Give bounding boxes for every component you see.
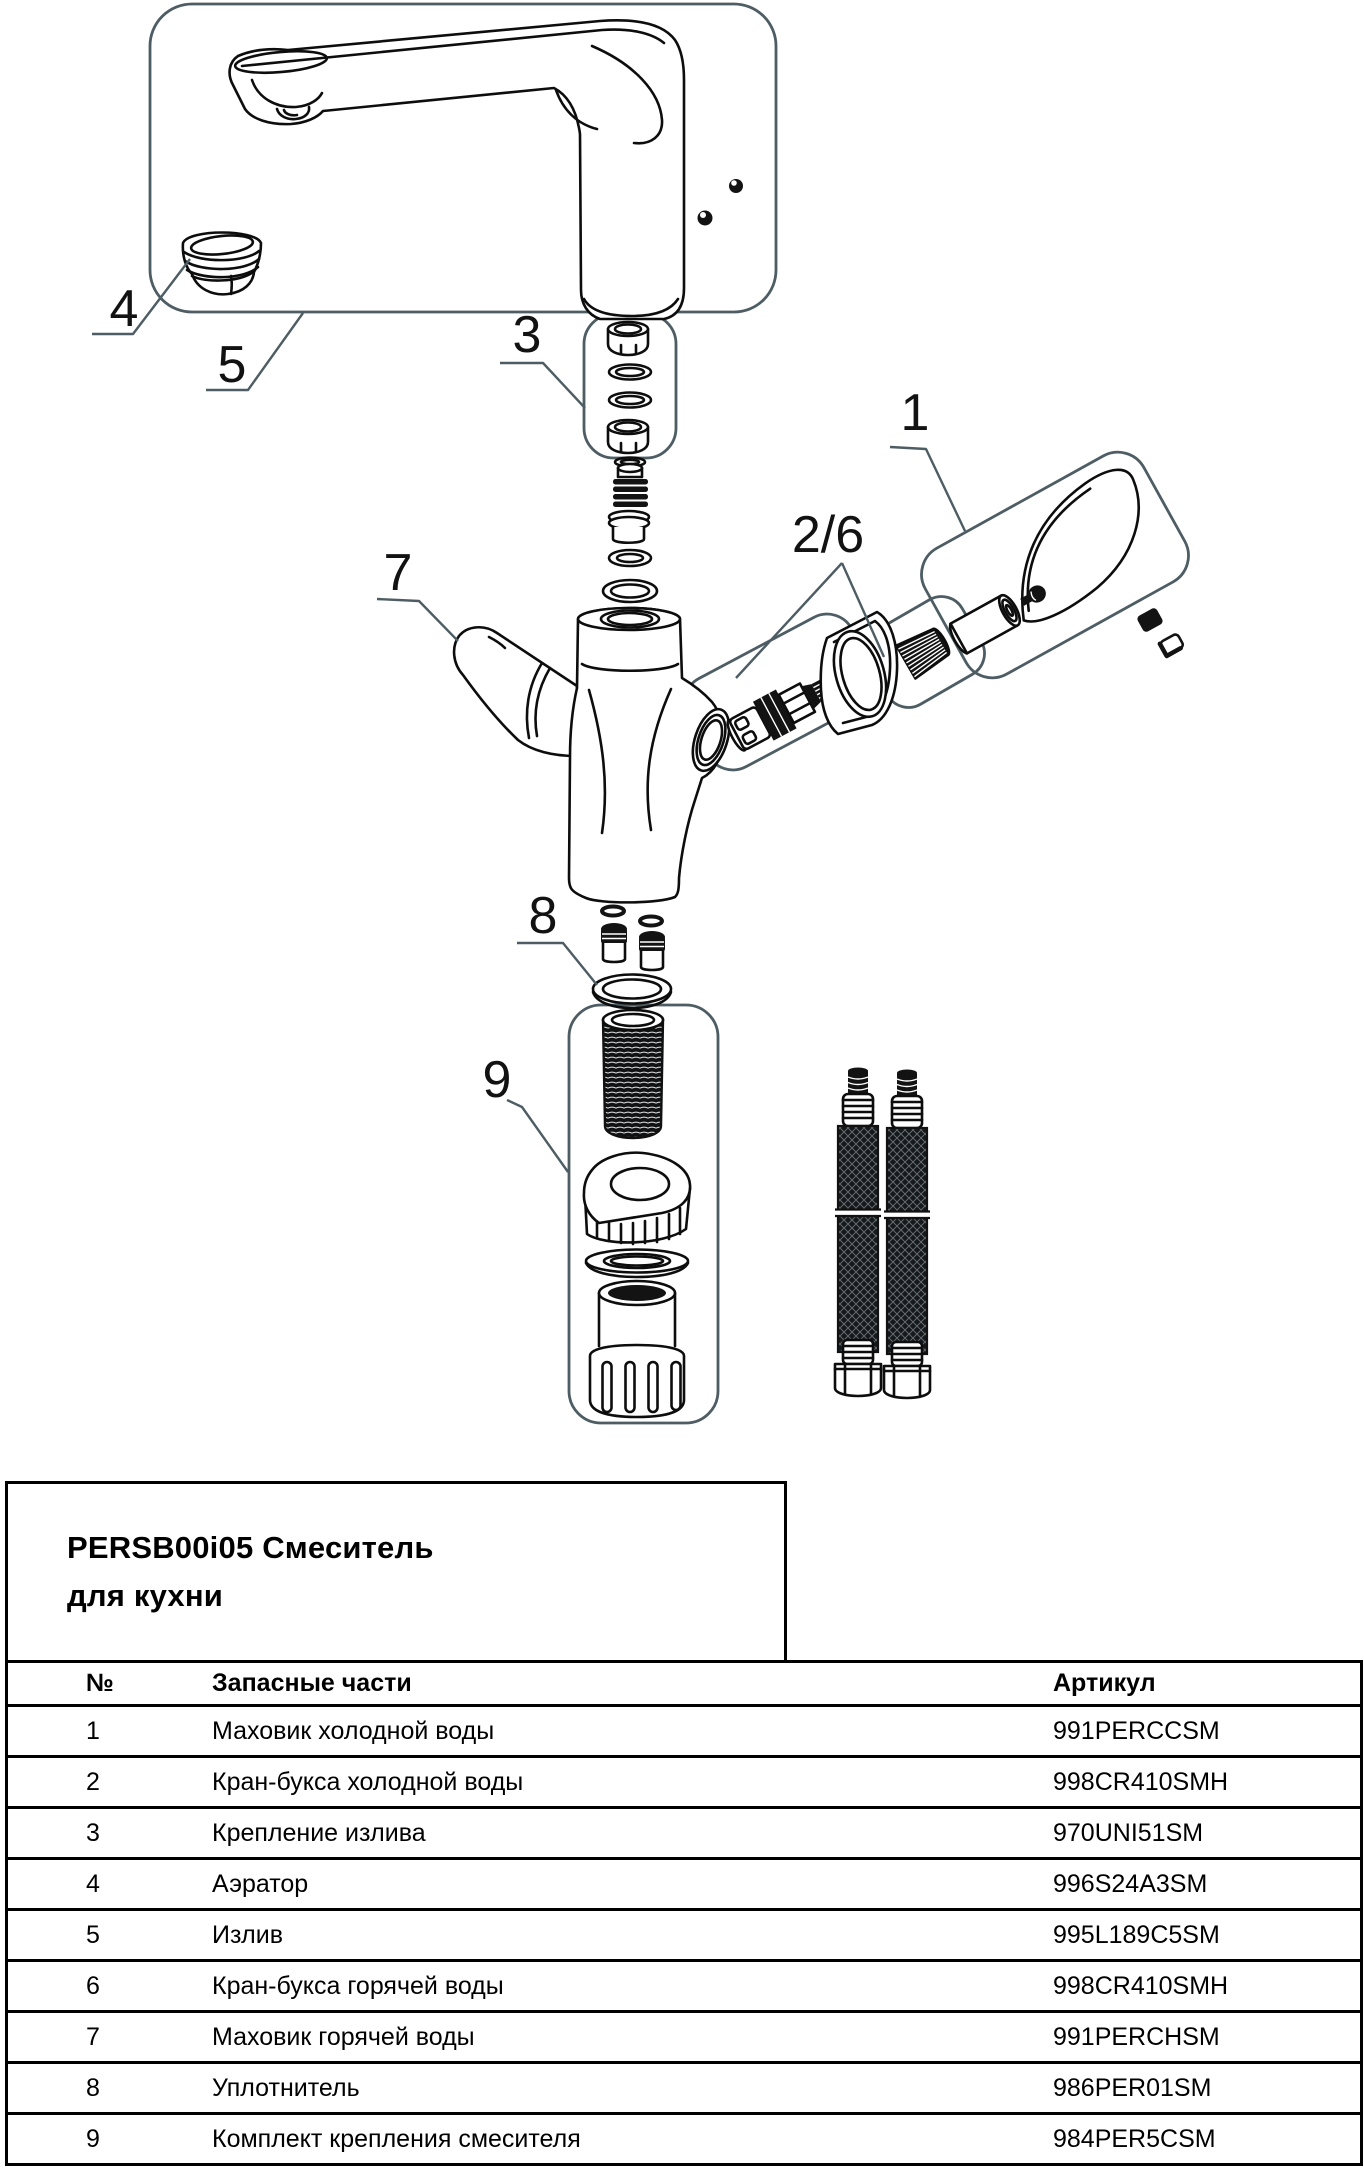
part-number: 8 <box>86 2073 100 2102</box>
indicator-cap-1 <box>1136 607 1164 633</box>
part-article: 984PER5CSM <box>1053 2124 1216 2153</box>
part-name: Крепление излива <box>212 1818 426 1847</box>
faucet-body-drawing <box>569 608 736 902</box>
mounting-kit-drawing <box>584 1010 690 1417</box>
part-number: 3 <box>86 1818 100 1847</box>
callout-2-6-label: 2/6 <box>791 506 865 564</box>
handle-hot-drawing <box>454 627 577 756</box>
callout-7-label: 7 <box>383 544 413 602</box>
header-name: Запасные части <box>212 1669 412 1697</box>
callout-9-label: 9 <box>482 1051 512 1109</box>
spout-fixing-parts <box>608 322 651 453</box>
table-row <box>7 1808 1362 1859</box>
header-article: Артикул <box>1053 1669 1156 1697</box>
seal-set-drawing <box>593 907 671 1009</box>
callout-4-label: 4 <box>109 280 139 338</box>
part-number: 5 <box>86 1920 100 1949</box>
aerator-drawing <box>183 233 261 295</box>
spout-connector-stack <box>603 458 657 603</box>
callout-3-label: 3 <box>512 306 542 364</box>
knurled-adapter-drawing <box>896 623 954 678</box>
table-row <box>7 2114 1362 2165</box>
callout-7-leader <box>377 599 458 641</box>
table-row <box>7 1859 1362 1910</box>
part-number: 1 <box>86 1716 100 1745</box>
part-name: Кран-букса горячей воды <box>212 1971 504 2000</box>
part-article: 986PER01SM <box>1053 2073 1212 2102</box>
part-number: 4 <box>86 1869 100 1898</box>
part-number: 7 <box>86 2022 100 2051</box>
part-name: Комплект крепления смесителя <box>212 2124 581 2153</box>
callout-4-leader <box>92 259 190 334</box>
part-number: 9 <box>86 2124 100 2153</box>
table-row <box>7 1706 1362 1757</box>
escutcheon-drawing <box>821 612 897 734</box>
table-row <box>7 2012 1362 2063</box>
parts-table <box>5 1660 1363 2166</box>
flex-hose-right <box>884 1070 930 1399</box>
part-number: 6 <box>86 1971 100 2000</box>
table-row <box>7 1757 1362 1808</box>
callout-5-label: 5 <box>217 336 247 394</box>
callout-1-label: 1 <box>900 384 930 442</box>
spout-drawing <box>230 20 743 319</box>
parts-table-header-row <box>7 1662 1362 1706</box>
part-name: Кран-букса холодной воды <box>212 1767 524 1796</box>
part-article: 998CR410SMH <box>1053 1971 1229 2000</box>
part-name: Маховик холодной воды <box>212 1716 495 1745</box>
callout-8-label: 8 <box>528 887 558 945</box>
part-article: 998CR410SMH <box>1053 1767 1229 1796</box>
header-num: № <box>86 1669 114 1697</box>
product-title-line1: PERSB00i05 Смеситель <box>67 1530 434 1565</box>
part-article: 970UNI51SM <box>1053 1818 1204 1847</box>
table-row <box>7 1961 1362 2012</box>
flex-hose-left <box>835 1068 881 1397</box>
part-number: 2 <box>86 1767 100 1796</box>
title-block <box>5 1481 787 1663</box>
indicator-cap-2 <box>1159 633 1184 656</box>
table-row <box>7 2063 1362 2114</box>
set-screw-dot <box>698 211 713 226</box>
part-name: Уплотнитель <box>212 2073 360 2102</box>
part-name: Излив <box>212 1920 283 1949</box>
part-article: 995L189C5SM <box>1053 1920 1220 1949</box>
callout-9-leader <box>507 1100 568 1172</box>
table-row <box>7 1910 1362 1961</box>
part-name: Аэратор <box>212 1869 309 1898</box>
product-title-line2: для кухни <box>67 1578 224 1613</box>
callout-8-leader <box>517 943 597 985</box>
part-article: 991PERCHSM <box>1053 2022 1220 2051</box>
callout-1-leader <box>890 447 965 531</box>
part-name: Маховик горячей воды <box>212 2022 475 2051</box>
callout-3-leader <box>500 363 585 408</box>
part-article: 991PERCCSM <box>1053 1716 1220 1745</box>
part-article: 996S24A3SM <box>1053 1869 1208 1898</box>
